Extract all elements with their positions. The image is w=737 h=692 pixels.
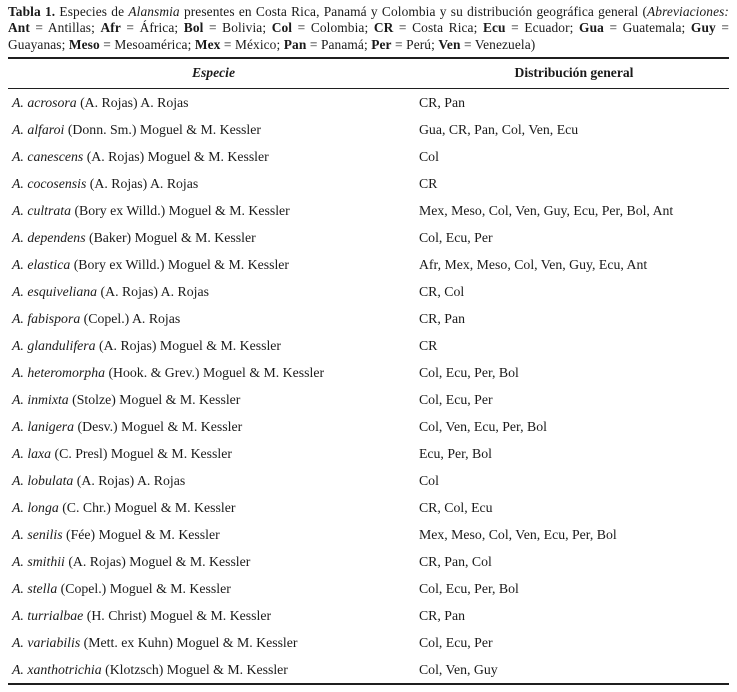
abbrev-key: Afr — [100, 20, 121, 36]
species-cell — [8, 419, 419, 435]
caption-intro-post: presentes en Costa Rica, Panamá y Colombia y su distribución geográfica general ( — [179, 4, 648, 19]
table-caption — [8, 4, 729, 53]
species-cell — [8, 149, 419, 165]
distribution-cell: Col, Ven, Guy — [418, 661, 498, 677]
distribution-cell: CR — [418, 175, 438, 191]
species-name: A. lobulata — [12, 472, 74, 488]
table-row — [8, 116, 729, 143]
species-authority: (Bory ex Willd.) Moguel & M. Kessler — [71, 202, 290, 218]
species-cell — [8, 473, 419, 489]
species-name: A. canescens — [12, 148, 84, 164]
column-header-distribucion: Distribución general — [514, 65, 634, 81]
distribution-cell: CR, Pan — [418, 310, 465, 326]
distribution-cell: Col, Ecu, Per — [418, 634, 493, 650]
species-cell — [8, 257, 419, 273]
distribution-cell: Col, Ecu, Per — [418, 391, 493, 407]
distribution-cell: Col — [418, 148, 439, 164]
species-name: A. smithii — [12, 553, 65, 569]
table-row — [8, 359, 729, 386]
table-row — [8, 170, 729, 197]
species-authority: (Mett. ex Kuhn) Moguel & M. Kessler — [80, 634, 298, 650]
abbrev-key: CR — [373, 20, 394, 36]
abbrev-key: Bol — [183, 20, 204, 36]
table-row — [8, 629, 729, 656]
species-name: A. elastica — [12, 256, 71, 272]
species-cell — [8, 122, 419, 138]
caption-intro-pre: Especies de — [55, 4, 129, 19]
table-row — [8, 494, 729, 521]
abbrev-key: Mex — [194, 36, 221, 52]
species-cell — [8, 446, 419, 462]
abbrev-key: Meso — [68, 36, 100, 52]
abbrev-key: Ant — [8, 20, 30, 36]
species-cell — [8, 311, 419, 327]
table-row — [8, 575, 729, 602]
species-authority: (Copel.) A. Rojas — [80, 310, 181, 326]
species-name: A. fabispora — [12, 310, 81, 326]
species-name: A. senilis — [12, 526, 63, 542]
species-name: A. xanthotrichia — [12, 661, 102, 677]
species-authority: (Stolze) Moguel & M. Kessler — [68, 391, 241, 407]
distribution-cell: CR, Pan — [418, 94, 465, 110]
species-name: A. inmixta — [12, 391, 69, 407]
distribution-cell: Col, Ecu, Per, Bol — [418, 580, 519, 596]
species-cell — [8, 581, 419, 597]
species-name: A. variabilis — [12, 634, 81, 650]
species-cell — [8, 635, 419, 651]
distribution-cell: Afr, Mex, Meso, Col, Ven, Guy, Ecu, Ant — [418, 256, 648, 272]
species-authority: (A. Rojas) A. Rojas — [86, 175, 199, 191]
species-cell — [8, 608, 419, 624]
species-authority: (Bory ex Willd.) Moguel & M. Kessler — [70, 256, 290, 272]
species-cell — [8, 338, 419, 354]
distribution-cell: CR, Pan — [418, 607, 465, 623]
species-authority: (A. Rojas) Moguel & M. Kessler — [83, 148, 269, 164]
species-name: A. glandulifera — [12, 337, 96, 353]
caption-abbrev-label: Abreviaciones: — [647, 4, 729, 19]
species-authority: (A. Rojas) A. Rojas — [73, 472, 186, 488]
species-cell — [8, 230, 419, 246]
species-cell — [8, 284, 419, 300]
abbrev-key: Guy — [690, 20, 716, 36]
caption-abbreviations: Ant = Antillas; Afr = África; Bol = Bolivia; Col = Colombia; CR = Costa Rica; Ecu = Ecuador; Gua = Guatemala; Guy = Guayanas; Meso = Mesoamérica; Mex = México; Pan = Panamá; Per = Perú; Ven = Venezuela) — [8, 20, 729, 52]
species-cell — [8, 176, 419, 192]
distribution-cell: Ecu, Per, Bol — [418, 445, 492, 461]
species-distribution-table — [8, 57, 729, 685]
table-row — [8, 602, 729, 629]
table-row — [8, 278, 729, 305]
distribution-cell: Mex, Meso, Col, Ven, Guy, Ecu, Per, Bol, Ant — [418, 202, 674, 218]
species-name: A. cultrata — [12, 202, 72, 218]
species-name: A. esquiveliana — [12, 283, 98, 299]
table-row — [8, 413, 729, 440]
species-authority: (C. Presl) Moguel & M. Kessler — [51, 445, 232, 461]
species-cell — [8, 554, 419, 570]
species-name: A. heteromorpha — [12, 364, 105, 380]
column-header-especie: Especie — [191, 65, 235, 81]
species-authority: (C. Chr.) Moguel & M. Kessler — [58, 499, 236, 515]
species-authority: (A. Rojas) Moguel & M. Kessler — [95, 337, 282, 353]
table-body — [8, 89, 729, 685]
species-cell — [8, 527, 419, 543]
table-row — [8, 197, 729, 224]
distribution-cell: Col, Ecu, Per, Bol — [418, 364, 519, 380]
distribution-cell: Col, Ecu, Per — [418, 229, 493, 245]
caption-label: Tabla 1. — [8, 4, 56, 19]
table-row — [8, 548, 729, 575]
species-cell — [8, 662, 419, 678]
species-name: A. alfaroi — [12, 121, 65, 137]
species-name: A. longa — [12, 499, 59, 515]
species-authority: (Baker) Moguel & M. Kessler — [85, 229, 256, 245]
distribution-cell: CR, Pan, Col — [418, 553, 492, 569]
species-authority: (H. Christ) Moguel & M. Kessler — [83, 607, 272, 623]
distribution-cell: Mex, Meso, Col, Ven, Ecu, Per, Bol — [418, 526, 617, 542]
species-name: A. acrosora — [12, 94, 77, 110]
species-authority: (Hook. & Grev.) Moguel & M. Kessler — [105, 364, 325, 380]
species-authority: (Fée) Moguel & M. Kessler — [62, 526, 220, 542]
species-cell — [8, 95, 419, 111]
table-row — [8, 143, 729, 170]
species-name: A. stella — [12, 580, 58, 596]
caption-genus: Alansmia — [128, 4, 180, 19]
species-authority: (Copel.) Moguel & M. Kessler — [57, 580, 231, 596]
abbrev-key: Per — [371, 36, 392, 52]
abbrev-key: Col — [271, 20, 293, 36]
species-authority: (A. Rojas) Moguel & M. Kessler — [64, 553, 251, 569]
species-cell — [8, 500, 419, 516]
table-row — [8, 89, 729, 116]
species-cell — [8, 365, 419, 381]
table-row — [8, 467, 729, 494]
distribution-cell: Col — [418, 472, 439, 488]
table-row — [8, 521, 729, 548]
species-name: A. cocosensis — [12, 175, 87, 191]
species-authority: (Klotzsch) Moguel & M. Kessler — [101, 661, 288, 677]
distribution-cell: Col, Ven, Ecu, Per, Bol — [418, 418, 547, 434]
abbrev-key: Gua — [579, 20, 604, 36]
species-cell — [8, 392, 419, 408]
species-name: A. lanigera — [12, 418, 75, 434]
distribution-cell: CR, Col, Ecu — [418, 499, 493, 515]
table-row — [8, 305, 729, 332]
table-row — [8, 440, 729, 467]
table-row — [8, 251, 729, 278]
species-cell — [8, 203, 419, 219]
table-row — [8, 224, 729, 251]
species-authority: (Donn. Sm.) Moguel & M. Kessler — [64, 121, 261, 137]
abbrev-key: Ecu — [482, 20, 506, 36]
table-row — [8, 332, 729, 359]
distribution-cell: CR — [418, 337, 438, 353]
abbrev-key: Pan — [283, 36, 307, 52]
species-authority: (A. Rojas) A. Rojas — [97, 283, 209, 299]
abbrev-key: Ven — [438, 36, 461, 52]
species-name: A. laxa — [12, 445, 52, 461]
table-row — [8, 656, 729, 683]
distribution-cell: CR, Col — [418, 283, 465, 299]
species-name: A. dependens — [12, 229, 86, 245]
table-header — [8, 57, 729, 89]
species-authority: (A. Rojas) A. Rojas — [76, 94, 189, 110]
species-name: A. turrialbae — [12, 607, 84, 623]
table-row — [8, 386, 729, 413]
species-authority: (Desv.) Moguel & M. Kessler — [74, 418, 243, 434]
distribution-cell: Gua, CR, Pan, Col, Ven, Ecu — [418, 121, 579, 137]
